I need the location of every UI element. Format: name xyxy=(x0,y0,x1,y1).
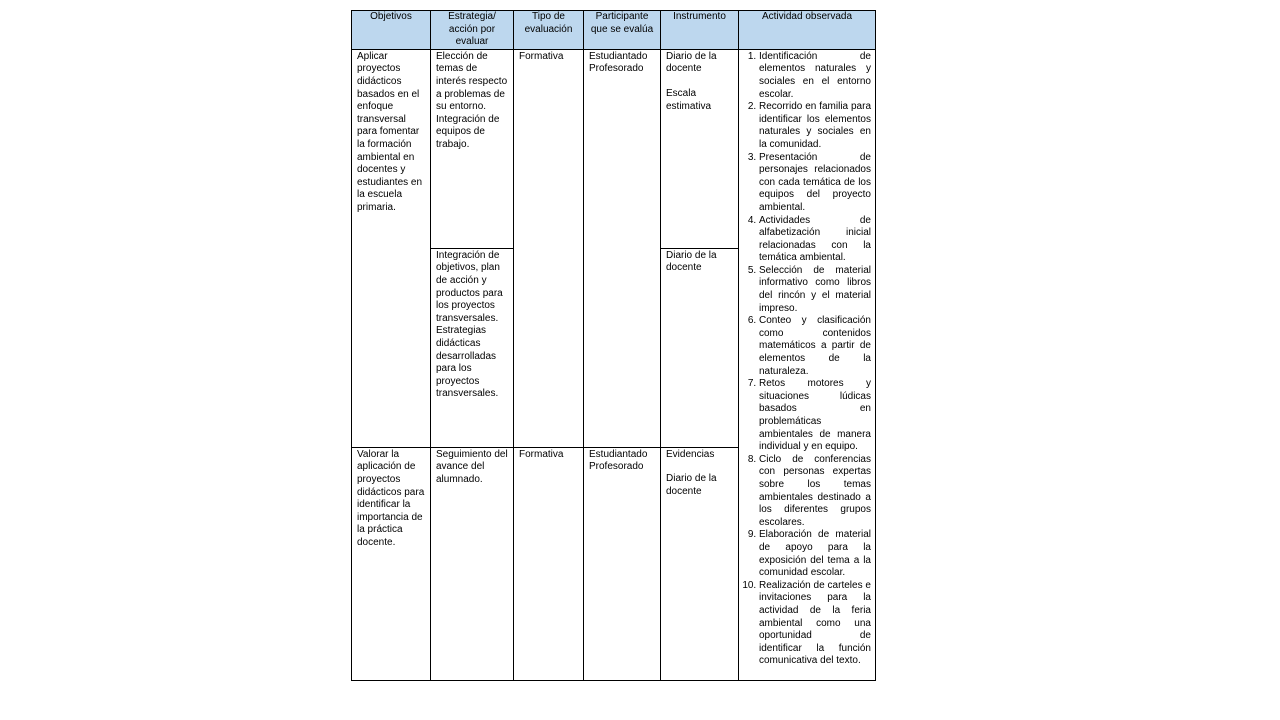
objetivo-cell: Aplicar proyectos didácticos basados en el enfoque transversal para fomentar la formación ambiental en docentes y estudiantes en la escuela primaria. xyxy=(352,49,431,447)
list-item: 9. Elaboración de material de apoyo para la exposición del tema a la comunidad escolar. xyxy=(759,529,871,579)
evaluation-table xyxy=(351,10,876,681)
header-instrumento: Instrumento xyxy=(661,11,739,50)
list-item: 6. Conteo y clasificación como contenidos matemáticos a partir de elementos de la naturaleza. xyxy=(759,315,871,378)
estrategia-cell: Integración de objetivos, plan de acción y productos para los proyectos transversales. Estrategias didácticas desarrolladas para los proyectos transversales. xyxy=(431,248,514,447)
actividades-list xyxy=(744,51,871,668)
header-tipo-evaluacion: Tipo de evaluación xyxy=(514,11,584,50)
instrumento-cell xyxy=(661,49,739,248)
list-item: 7. Retos motores y situaciones lúdicas basados en problemáticas ambientales de manera individual y en equipo. xyxy=(759,378,871,454)
participante-cell xyxy=(584,447,661,680)
instrumento-diario: Diario de la docente xyxy=(666,50,717,75)
list-item: 1. Identificación de elementos naturales y sociales en el entorno escolar. xyxy=(759,51,871,101)
instrumento-cell xyxy=(661,447,739,680)
header-row xyxy=(352,11,876,50)
participante-profesorado: Profesorado xyxy=(589,63,644,75)
list-item: 3. Presentación de personajes relacionados con cada temática de los equipos del proyecto ambiental. xyxy=(759,152,871,215)
participante-estudiantado: Estudiantado xyxy=(589,50,648,62)
participante-cell xyxy=(584,49,661,447)
list-item: 10. Realización de carteles e invitaciones para la actividad de la feria ambiental como una oportunidad de identificar la función comunicativa del texto. xyxy=(759,580,871,668)
header-participante: Participante que se evalúa xyxy=(584,11,661,50)
instrumento-diario: Diario de la docente xyxy=(666,473,717,497)
objetivo-cell: Valorar la aplicación de proyectos didácticos para identificar la importancia de la práctica docente. xyxy=(352,447,431,680)
estrategia-cell: Seguimiento del avance del alumnado. xyxy=(431,447,514,680)
instrumento-escala: Escala estimativa xyxy=(666,87,712,112)
list-item: 8. Ciclo de conferencias con personas expertas sobre los temas ambientales destinado a los diferentes grupos escolares. xyxy=(759,454,871,530)
participante-profesorado: Profesorado xyxy=(589,461,644,473)
table-row xyxy=(352,49,876,248)
tipo-cell: Formativa xyxy=(514,447,584,680)
list-item: 4. Actividades de alfabetización inicial relacionadas con la temática ambiental. xyxy=(759,215,871,265)
actividad-cell xyxy=(739,49,876,680)
estrategia-cell: Elección de temas de interés respecto a problemas de su entorno. Integración de equipos de trabajo. xyxy=(431,49,514,248)
participante-estudiantado: Estudiantado xyxy=(589,448,648,460)
instrumento-cell: Diario de la docente xyxy=(661,248,739,447)
instrumento-evidencias: Evidencias xyxy=(666,448,715,460)
list-item: 2. Recorrido en familia para identificar los elementos naturales y sociales en la comunidad. xyxy=(759,101,871,151)
tipo-cell: Formativa xyxy=(514,49,584,447)
header-objetivos: Objetivos xyxy=(352,11,431,50)
header-actividad-observada: Actividad observada xyxy=(739,11,876,50)
header-estrategia: Estrategia/ acción por evaluar xyxy=(431,11,514,50)
list-item: 5. Selección de material informativo como libros del rincón y el material impreso. xyxy=(759,265,871,315)
